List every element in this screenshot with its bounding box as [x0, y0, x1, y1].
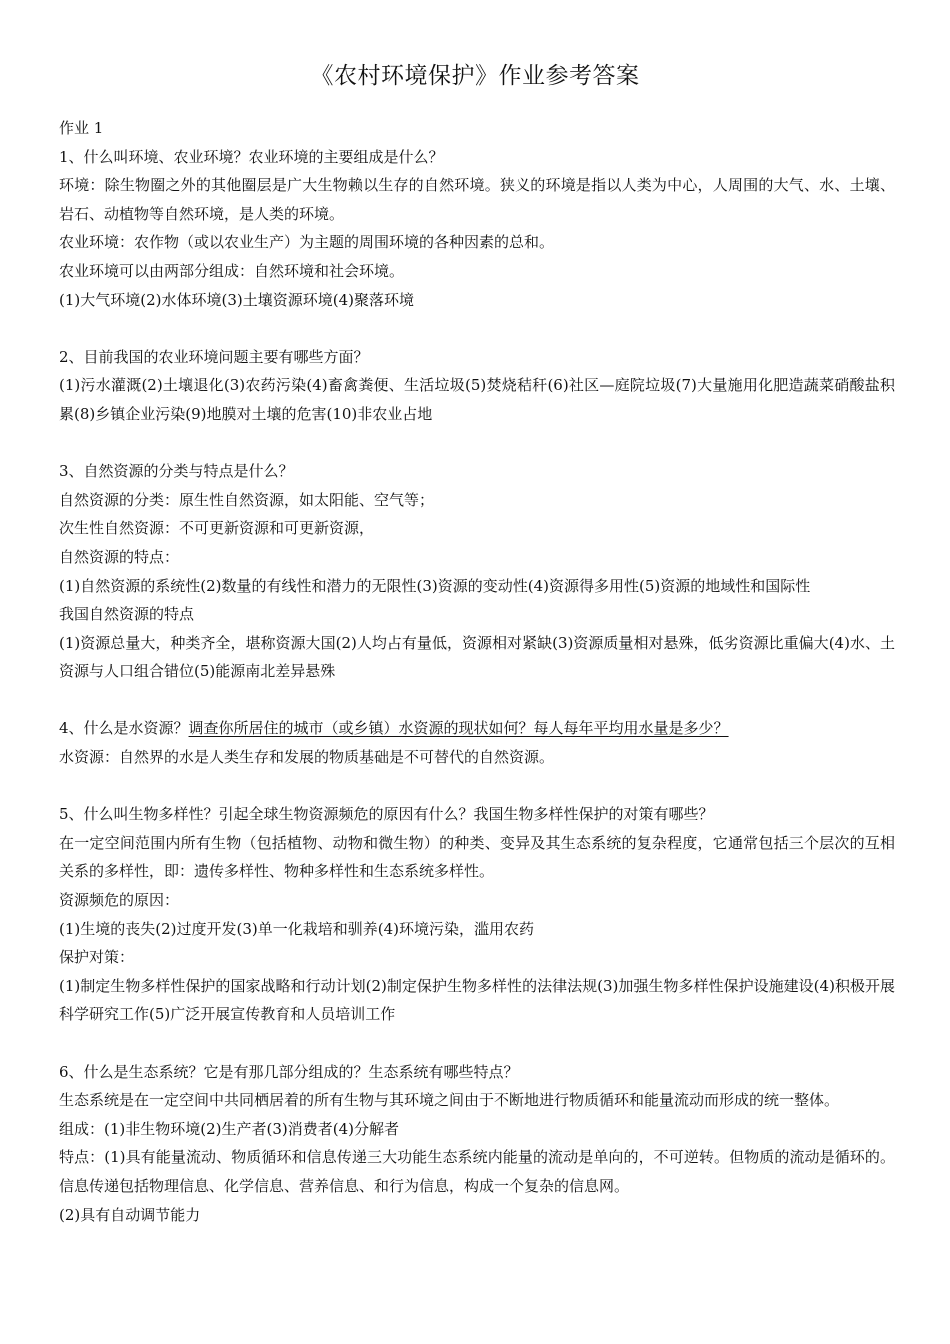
- answer-3-china-list: (1)资源总量大，种类齐全，堪称资源大国(2)人均占有量低，资源相对紧缺(3)资源质量相对悬殊，低劣资源比重偏大(4)水、土资源与人口组合错位(5)能源南北差异悬殊: [59, 633, 895, 681]
- answer-3-features-heading: 自然资源的特点：: [59, 547, 180, 566]
- answer-3-secondary: 次生性自然资源：不可更新资源和可更新资源，: [59, 519, 375, 538]
- spacer: [59, 686, 895, 715]
- answer-5-causes-list: (1)生境的丧失(2)过度开发(3)单一化栽培和驯养(4)环境污染，滥用农药: [59, 919, 534, 938]
- answer-3-china-heading: 我国自然资源的特点: [59, 605, 195, 624]
- spacer: [59, 772, 895, 801]
- question-2: 2、目前我国的农业环境问题主要有哪些方面？: [59, 347, 369, 366]
- question-5: 5、什么叫生物多样性？引起全球生物资源频危的原因有什么？我国生物多样性保护的对策有哪些？: [59, 805, 714, 824]
- spacer: [59, 314, 895, 343]
- answer-6-composition: 组成：(1)非生物环境(2)生产者(3)消费者(4)分解者: [59, 1119, 399, 1138]
- answer-5-measures-heading: 保护对策：: [59, 948, 135, 967]
- answer-6-features: 特点：(1)具有能量流动、物质循环和信息传递三大功能生态系统内能量的流动是单向的，不可逆转。但物质的流动是循环的。信息传递包括物理信息、化学信息、营养信息、和行为信息，构成一个复杂的信息网。: [59, 1148, 895, 1195]
- answer-1-environment: 环境：除生物圈之外的其他圈层是广大生物赖以生存的自然环境。狭义的环境是指以人类为中心，人周围的大气、水、土壤、岩石、动植物等自然环境，是人类的环境。: [59, 176, 895, 223]
- question-4-prefix: 4、什么是水资源？: [59, 719, 189, 738]
- homework-heading: 作业 1: [59, 119, 104, 137]
- spacer: [59, 1029, 895, 1058]
- answer-5-definition: 在一定空间范围内所有生物（包括植物、动物和微生物）的种类、变异及其生态系统的复杂程度，它通常包括三个层次的互相关系的多样性，即：遗传多样性、物种多样性和生态系统多样性。: [59, 833, 895, 881]
- spacer: [59, 429, 895, 458]
- answer-2-list: (1)污水灌溉(2)土壤退化(3)农药污染(4)畜禽粪便、生活垃圾(5)焚烧秸秆(6)社区—庭院垃圾(7)大量施用化肥造蔬菜硝酸盐积累(8)乡镇企业污染(9)地膜对土壤的危害(10)非农业占地: [59, 376, 895, 423]
- answer-1-agri-environment: 农业环境：农作物（或以农业生产）为主题的周围环境的各种因素的总和。: [59, 233, 555, 252]
- question-1: 1、什么叫环境、农业环境？农业环境的主要组成是什么？: [59, 147, 444, 166]
- answer-6-definition: 生态系统是在一定空间中共同栖居着的所有生物与其环境之间由于不断地进行物质循环和能量流动而形成的统一整体。: [59, 1091, 840, 1110]
- answer-3-features-list: (1)自然资源的系统性(2)数量的有线性和潜力的无限性(3)资源的变动性(4)资源得多用性(5)资源的地域性和国际性: [59, 576, 811, 595]
- question-3: 3、自然资源的分类与特点是什么？: [59, 462, 294, 481]
- document-title: 《农村环境保护》作业参考答案: [310, 63, 640, 89]
- answer-5-causes-heading: 资源频危的原因：: [59, 891, 180, 910]
- answer-6-regulation: (2)具有自动调节能力: [59, 1205, 201, 1224]
- answer-5-measures-list: (1)制定生物多样性保护的国家战略和行动计划(2)制定保护生物多样性的法律法规(3)加强生物多样性保护设施建设(4)积极开展科学研究工作(5)广泛开展宣传教育和人员培训工作: [59, 976, 895, 1024]
- answer-1-list: (1)大气环境(2)水体环境(3)土壤资源环境(4)聚落环境: [59, 290, 414, 309]
- question-4-underlined: 调查你所居住的城市（或乡镇）水资源的现状如何？每人每年平均用水量是多少？: [188, 719, 729, 738]
- answer-4: 水资源：自然界的水是人类生存和发展的物质基础是不可替代的自然资源。: [59, 748, 555, 767]
- answer-3-classification: 自然资源的分类：原生性自然资源，如太阳能、空气等；: [59, 490, 435, 509]
- question-4: [59, 714, 895, 743]
- answer-1-components: 农业环境可以由两部分组成：自然环境和社会环境。: [59, 261, 405, 280]
- document-body: [59, 114, 895, 1229]
- question-6: 6、什么是生态系统？它是有那几部分组成的？生态系统有哪些特点？: [59, 1062, 519, 1081]
